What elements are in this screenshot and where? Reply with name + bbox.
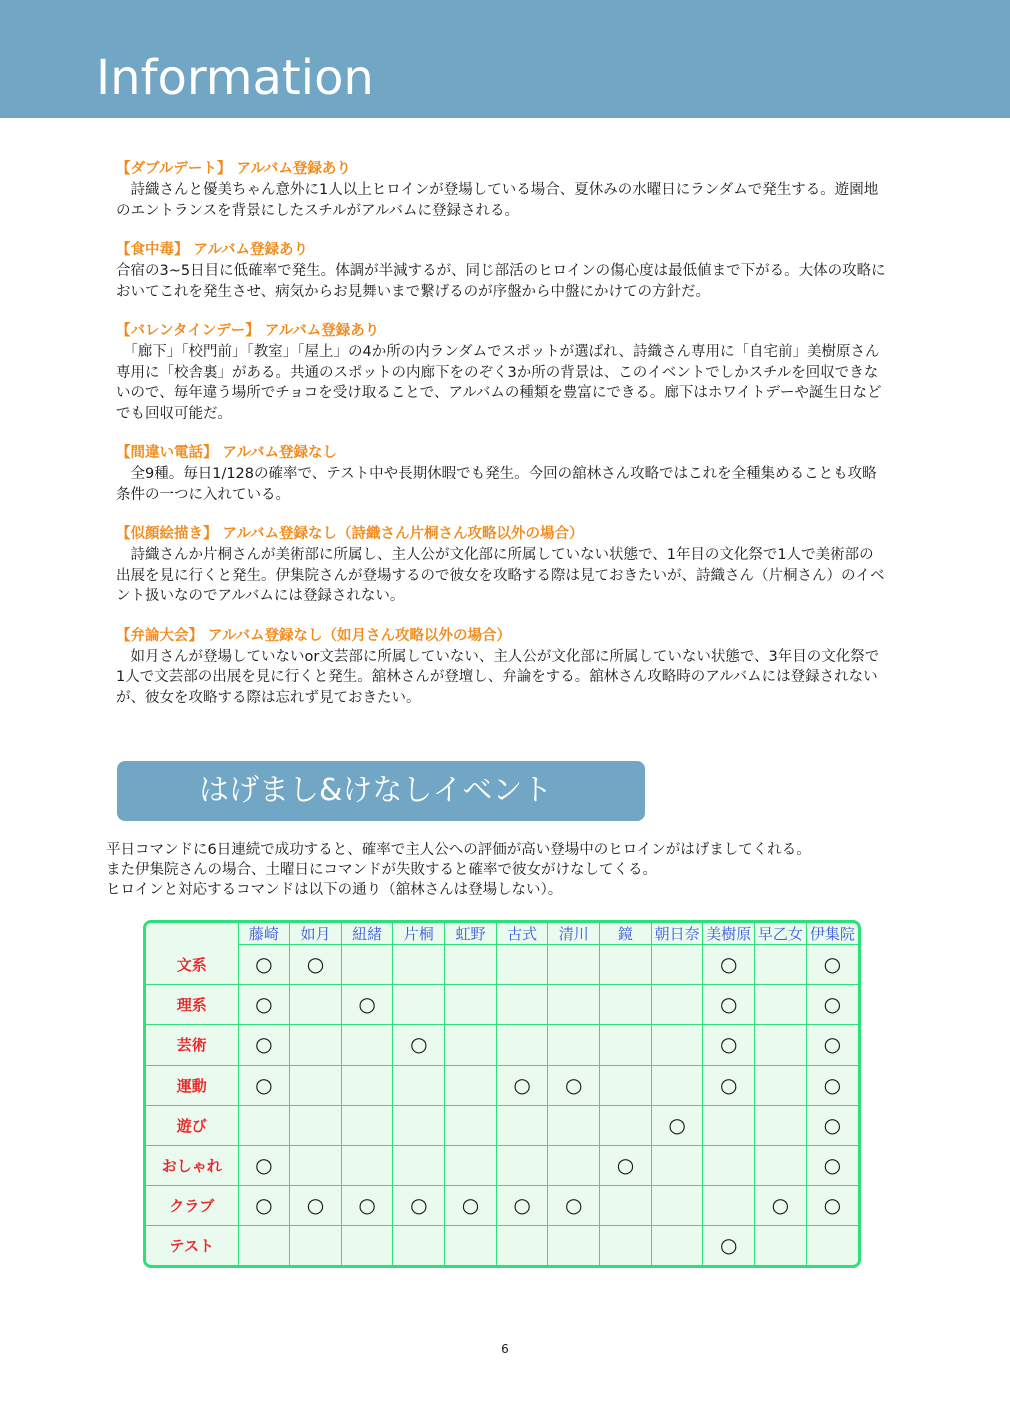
command-heroine-table: [143, 920, 861, 1268]
page-title: Information: [96, 50, 374, 106]
table-cell: [341, 1226, 393, 1265]
circle-mark-icon: ○: [616, 1152, 635, 1177]
intro-text: [106, 840, 906, 900]
table-cell: [393, 1145, 445, 1185]
event-heading: 【食中毒】 アルバム登録あり: [116, 242, 308, 258]
table-cell: [703, 1145, 755, 1185]
table-row: [146, 1025, 858, 1065]
command-row-header: テスト: [146, 1226, 238, 1265]
event-section: [116, 158, 886, 221]
event-description: 詩織さんか片桐さんが美術部に所属し、主人公が文化部に所属していない状態で、1年目の文化祭で1人で美術部の出展を見に行くと発生。伊集院さんが登場するので彼女を攻略する際は見ておきたいが、詩織さん（片桐さん）のイベント扱いなのでアルバムには登録されない。: [116, 547, 885, 604]
intro-line: 平日コマンドに6日連続で成功すると、確率で主人公への評価が高い登場中のヒロインがはげましてくれる。: [106, 842, 811, 858]
table-cell: [548, 1186, 600, 1226]
table-cell: [496, 1226, 548, 1265]
table-cell: [393, 985, 445, 1025]
table-cell: [290, 1025, 342, 1065]
table-cell: [496, 1065, 548, 1105]
heroine-column-header: 鏡: [600, 923, 652, 945]
table-cell: [651, 1186, 703, 1226]
event-sections: [116, 158, 886, 726]
table-corner-cell: [146, 923, 238, 945]
event-section: [116, 239, 886, 302]
circle-mark-icon: ○: [720, 952, 738, 977]
circle-mark-icon: ○: [720, 1233, 738, 1258]
event-section: [116, 625, 886, 709]
table-cell: [651, 1226, 703, 1265]
table-cell: [600, 945, 652, 985]
event-heading: 【間違い電話】 アルバム登録なし: [116, 445, 337, 461]
circle-mark-icon: ○: [255, 952, 273, 977]
table-cell: [651, 945, 703, 985]
table-cell: [755, 985, 807, 1025]
circle-mark-icon: ○: [823, 952, 842, 977]
command-row-header: 遊び: [146, 1105, 238, 1145]
table-cell: [651, 985, 703, 1025]
table-cell: [806, 1105, 858, 1145]
table-cell: [600, 1105, 652, 1145]
table-cell: [755, 1186, 807, 1226]
heroine-column-header: 古式: [496, 923, 548, 945]
table-cell: [651, 1065, 703, 1105]
table-cell: [238, 945, 290, 985]
table-cell: [290, 1105, 342, 1145]
heroine-column-header: 朝日奈: [651, 923, 703, 945]
heroine-column-header: 如月: [290, 923, 342, 945]
table-cell: [600, 1025, 652, 1065]
table-cell: [600, 1226, 652, 1265]
table-cell: [806, 1145, 858, 1185]
command-row-header: 運動: [146, 1065, 238, 1105]
table-cell: [445, 1025, 497, 1065]
table-cell: [341, 1065, 393, 1105]
table-cell: [548, 1145, 600, 1185]
table-header-row: [146, 923, 858, 945]
table-row: [146, 1145, 858, 1185]
event-heading: 【似顔絵描き】 アルバム登録なし（詩織さん片桐さん攻略以外の場合）: [116, 526, 584, 542]
event-section: [116, 320, 886, 424]
table-cell: [703, 945, 755, 985]
command-grid: [146, 923, 858, 1265]
command-row-header: クラブ: [146, 1186, 238, 1226]
table-cell: [651, 1145, 703, 1185]
table-cell: [496, 945, 548, 985]
table-body: [146, 945, 858, 1266]
circle-mark-icon: ○: [823, 1193, 842, 1218]
table-cell: [755, 1226, 807, 1265]
table-cell: [548, 1105, 600, 1145]
page-number: 6: [501, 1342, 509, 1356]
table-cell: [445, 945, 497, 985]
circle-mark-icon: ○: [306, 952, 325, 977]
circle-mark-icon: ○: [823, 1032, 842, 1057]
table-cell: [755, 1065, 807, 1105]
table-cell: [445, 985, 497, 1025]
table-cell: [238, 1025, 290, 1065]
circle-mark-icon: ○: [720, 992, 738, 1017]
table-cell: [703, 1186, 755, 1226]
table-cell: [393, 1186, 445, 1226]
table-cell: [600, 1145, 652, 1185]
heroine-column-header: 美樹原: [703, 923, 755, 945]
table-cell: [341, 1145, 393, 1185]
circle-mark-icon: ○: [255, 1152, 273, 1177]
table-cell: [290, 1145, 342, 1185]
table-cell: [806, 945, 858, 985]
table-row: [146, 1186, 858, 1226]
table-cell: [755, 1025, 807, 1065]
heroine-column-header: 紐緒: [341, 923, 393, 945]
event-heading: 【バレンタインデー】 アルバム登録あり: [116, 323, 380, 339]
circle-mark-icon: ○: [255, 1072, 273, 1097]
circle-mark-icon: ○: [255, 1032, 273, 1057]
circle-mark-icon: ○: [565, 1193, 583, 1218]
table-row: [146, 985, 858, 1025]
circle-mark-icon: ○: [823, 1152, 842, 1177]
table-cell: [290, 1186, 342, 1226]
table-cell: [548, 945, 600, 985]
event-description: 合宿の3~5日目に低確率で発生。体調が半減するが、同じ部活のヒロインの傷心度は最低値まで下がる。大体の攻略においてこれを発生させ、病気からお見舞いまで繋げるのが序盤から中盤にかけての方針だ。: [116, 263, 886, 300]
circle-mark-icon: ○: [720, 1072, 738, 1097]
table-cell: [496, 985, 548, 1025]
table-cell: [393, 1226, 445, 1265]
table-row: [146, 1226, 858, 1265]
table-cell: [651, 1025, 703, 1065]
table-cell: [703, 1226, 755, 1265]
table-cell: [290, 1065, 342, 1105]
table-cell: [548, 1025, 600, 1065]
circle-mark-icon: ○: [668, 1112, 686, 1137]
table-cell: [341, 985, 393, 1025]
table-row: [146, 945, 858, 985]
table-cell: [445, 1145, 497, 1185]
event-description: 「廊下」「校門前」「教室」「屋上」の4か所の内ランダムでスポットが選ばれ、詩織さん専用に「自宅前」美樹原さん専用に「校舎裏」がある。共通のスポットの内廊下をのぞく3か所の背景は、このイベントでしかスチルを回収できないので、毎年違う場所でチョコを受け取ることで、アルバムの種類を豊富にできる。廊下はホワイトデーや誕生日などでも回収可能だ。: [116, 344, 882, 422]
table-cell: [290, 985, 342, 1025]
circle-mark-icon: ○: [823, 1072, 842, 1097]
heroine-column-header: 伊集院: [806, 923, 858, 945]
event-heading: 【ダブルデート】 アルバム登録あり: [116, 161, 351, 177]
table-cell: [703, 985, 755, 1025]
table-cell: [496, 1025, 548, 1065]
table-cell: [496, 1186, 548, 1226]
event-description: 詩織さんと優美ちゃん意外に1人以上ヒロインが登場している場合、夏休みの水曜日にランダムで発生する。遊園地のエントランスを背景にしたスチルがアルバムに登録される。: [116, 182, 879, 219]
table-cell: [445, 1105, 497, 1145]
section-banner-label: はげまし&けなしイベント: [199, 773, 553, 808]
table-cell: [703, 1025, 755, 1065]
heroine-column-header: 片桐: [393, 923, 445, 945]
circle-mark-icon: ○: [513, 1072, 531, 1097]
table-cell: [703, 1065, 755, 1105]
table-cell: [548, 1065, 600, 1105]
circle-mark-icon: ○: [720, 1032, 738, 1057]
circle-mark-icon: ○: [410, 1032, 428, 1057]
command-row-header: 文系: [146, 945, 238, 985]
table-cell: [393, 1025, 445, 1065]
command-row-header: おしゃれ: [146, 1145, 238, 1185]
table-cell: [755, 945, 807, 985]
table-cell: [238, 1065, 290, 1105]
command-row-header: 理系: [146, 985, 238, 1025]
intro-line: また伊集院さんの場合、土曜日にコマンドが失敗すると確率で彼女がけなしてくる。: [106, 862, 657, 878]
table-cell: [600, 1186, 652, 1226]
table-cell: [806, 1065, 858, 1105]
circle-mark-icon: ○: [771, 1193, 790, 1218]
table-row: [146, 1065, 858, 1105]
intro-line: ヒロインと対応するコマンドは以下の通り（舘林さんは登場しない）。: [106, 882, 563, 898]
table-cell: [341, 1186, 393, 1226]
table-cell: [238, 1186, 290, 1226]
table-cell: [238, 985, 290, 1025]
table-cell: [755, 1105, 807, 1145]
table-cell: [755, 1145, 807, 1185]
event-description: 全9種。毎日1/128の確率で、テスト中や長期休暇でも発生。今回の舘林さん攻略ではこれを全種集めることも攻略条件の一つに入れている。: [116, 466, 877, 503]
table-cell: [651, 1105, 703, 1145]
table-cell: [445, 1226, 497, 1265]
table-cell: [806, 985, 858, 1025]
header-bar: [0, 0, 1010, 118]
table-cell: [341, 1105, 393, 1145]
heroine-column-header: 藤崎: [238, 923, 290, 945]
event-section: [116, 523, 886, 607]
circle-mark-icon: ○: [255, 992, 273, 1017]
table-cell: [806, 1226, 858, 1265]
table-cell: [806, 1025, 858, 1065]
table-cell: [238, 1105, 290, 1145]
table-cell: [703, 1105, 755, 1145]
event-heading: 【弁論大会】 アルバム登録なし（如月さん攻略以外の場合）: [116, 627, 511, 644]
table-cell: [548, 1226, 600, 1265]
circle-mark-icon: ○: [823, 992, 842, 1017]
table-cell: [600, 985, 652, 1025]
event-section: [116, 442, 886, 505]
table-cell: [806, 1186, 858, 1226]
heroine-column-header: 早乙女: [755, 923, 807, 945]
table-cell: [496, 1145, 548, 1185]
table-cell: [445, 1065, 497, 1105]
table-row: [146, 1105, 858, 1145]
table-cell: [393, 1105, 445, 1145]
table-cell: [496, 1105, 548, 1145]
table-cell: [290, 945, 342, 985]
circle-mark-icon: ○: [565, 1072, 583, 1097]
command-row-header: 芸術: [146, 1025, 238, 1065]
heroine-column-header: 清川: [548, 923, 600, 945]
table-cell: [393, 1065, 445, 1105]
table-cell: [393, 945, 445, 985]
circle-mark-icon: ○: [358, 992, 376, 1017]
table-cell: [238, 1145, 290, 1185]
event-description: 如月さんが登場していないor文芸部に所属していない、主人公が文化部に所属していない状態で、3年目の文化祭で1人で文芸部の出展を見に行くと発生。舘林さんが登壇し、弁論をする。舘林さん攻略時のアルバムには登録されないが、彼女を攻略する際は忘れず見ておきたい。: [116, 648, 880, 706]
circle-mark-icon: ○: [410, 1193, 428, 1218]
table-cell: [600, 1065, 652, 1105]
table-cell: [341, 1025, 393, 1065]
circle-mark-icon: ○: [358, 1193, 376, 1218]
circle-mark-icon: ○: [306, 1193, 325, 1218]
circle-mark-icon: ○: [823, 1112, 842, 1137]
table-cell: [548, 985, 600, 1025]
circle-mark-icon: ○: [513, 1193, 531, 1218]
table-cell: [238, 1226, 290, 1265]
table-cell: [445, 1186, 497, 1226]
heroine-column-header: 虹野: [445, 923, 497, 945]
table-cell: [341, 945, 393, 985]
table-cell: [290, 1226, 342, 1265]
section-banner: [117, 761, 645, 821]
circle-mark-icon: ○: [255, 1193, 273, 1218]
circle-mark-icon: ○: [461, 1193, 480, 1218]
